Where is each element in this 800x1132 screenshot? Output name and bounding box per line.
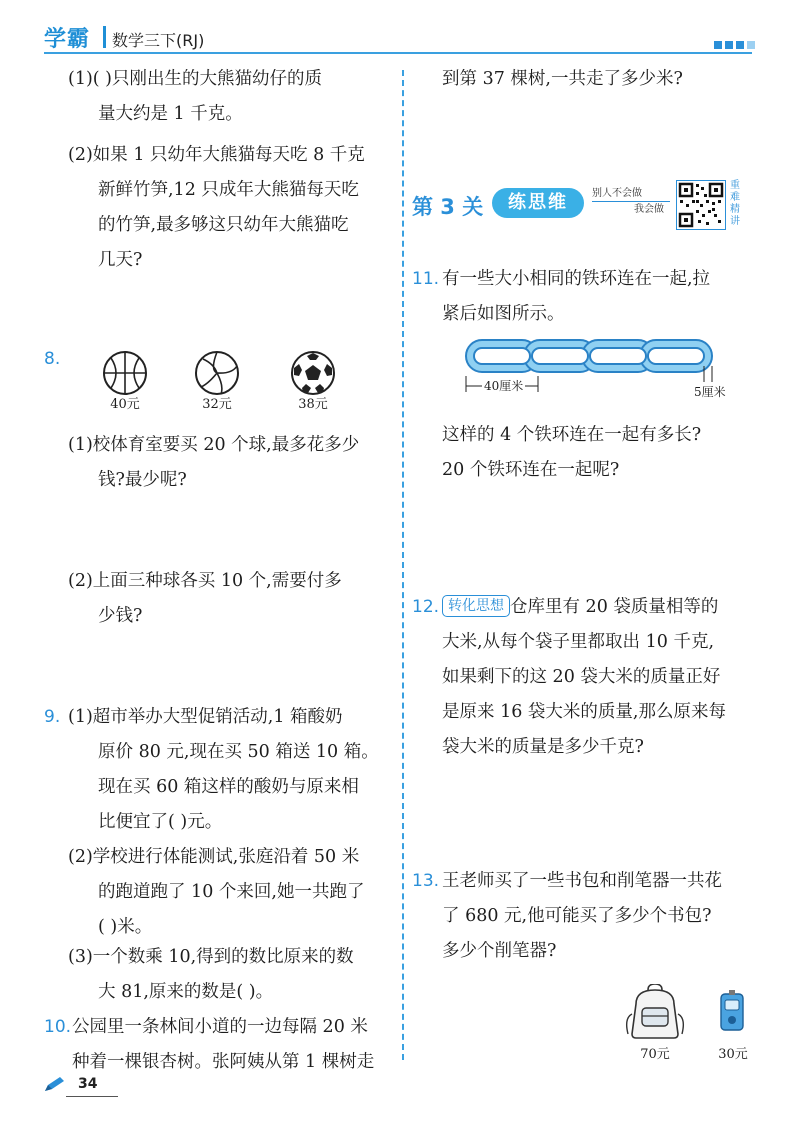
page-number: 34 (78, 1076, 98, 1092)
ball-prices (102, 350, 362, 414)
soccer-ball-price: 38元 (298, 397, 328, 412)
page-header (0, 0, 800, 60)
schoolbag-icon (622, 984, 688, 1040)
pencil-sharpener-icon (718, 990, 746, 1034)
volleyball-icon (194, 350, 240, 396)
question-11: 11. 有一些大小相同的铁环连在一起,拉 紧后如图所示。 (412, 262, 760, 332)
question-number: 9. (44, 707, 61, 727)
question-9: 9. (1)超市举办大型促销活动,1 箱酸奶 原价 80 元,现在买 50 箱送 10 箱。 现在买 60 箱这样的酸奶与原来相 比便宜了( )元。 (44, 700, 394, 840)
qr-label: 重难精讲 (730, 180, 740, 227)
logo-separator (103, 26, 106, 48)
q9-sub3: (3)一个数乘 10,得到的数比原来的数 大 81,原来的数是( )。 (68, 947, 354, 1002)
item-prices (612, 984, 762, 1064)
qr-code-icon[interactable] (676, 180, 726, 230)
level-note-rule (592, 201, 670, 202)
footer-rule (66, 1096, 118, 1097)
level-banner (412, 180, 760, 236)
question-12: 12. 转化思想 仓库里有 20 袋质量相等的 大米,从每个袋子里都取出 10 千克, 如果剩下的这 20 袋大米的质量正好 是原来 16 袋大米的质量,那么原来每 袋大米的质量是多少千克? (412, 590, 760, 765)
question-number: 12. (412, 597, 440, 617)
q9-sub2: (2)学校进行体能测试,张庭沿着 50 米 的跑道跑了 10 个来回,她一共跑了 ( )米。 (68, 847, 365, 937)
q7-sub2: (2)如果 1 只幼年大熊猫每天吃 8 千克 新鲜竹笋,12 只成年大熊猫每天吃 的竹笋,最多够这只幼年大熊猫吃 几天? (68, 145, 365, 270)
q8-sub1: (1)校体育室要买 20 个球,最多花多少 钱?最少呢? (68, 435, 360, 490)
level-pill: 练思维 (492, 188, 584, 218)
volleyball-price: 32元 (202, 397, 232, 412)
soccer-ball-icon (290, 350, 336, 396)
iron-ring-chain-figure (462, 336, 722, 408)
basketball-price: 40元 (110, 397, 140, 412)
level-note-me: 我会做 (634, 204, 664, 215)
method-tag: 转化思想 (442, 595, 510, 617)
q8-sub2: (2)上面三种球各买 10 个,需要付多 少钱? (68, 571, 342, 626)
q10-continued: 到第 37 棵树,一共走了多少米? (442, 69, 683, 89)
question-number: 8. (44, 349, 61, 369)
question-number: 13. (412, 871, 440, 891)
book-title: 数学三下(RJ) (112, 31, 205, 50)
schoolbag-price: 70元 (640, 1047, 670, 1062)
question-13: 13. 王老师买了一些书包和削笔器一共花 了 680 元,他可能买了多少个书包? 多少个削笔器? (412, 864, 760, 969)
header-rule (44, 52, 752, 54)
chain-label-5cm: 5厘米 (694, 385, 726, 399)
page-footer (44, 1072, 184, 1102)
level-title: 第 3 关 (412, 195, 484, 219)
chain-label-40cm: 40厘米 (484, 379, 524, 393)
brand-logo: 学霸 (44, 27, 91, 52)
column-divider (402, 70, 404, 1060)
question-10: 10. 公园里一条林间小道的一边每隔 20 米 种着一棵银杏树。张阿姨从第 1 棵树走 (44, 1010, 394, 1080)
basketball-icon (102, 350, 148, 396)
level-note-others: 别人不会做 (592, 188, 642, 199)
pencil-sharpener-price: 30元 (718, 1047, 748, 1062)
q11-questions: 这样的 4 个铁环连在一起有多长? 20 个铁环连在一起呢? (442, 425, 702, 480)
pencil-icon (44, 1076, 66, 1092)
q7-sub1: (1)( )只刚出生的大熊猫幼仔的质 量大约是 1 千克。 (68, 69, 323, 124)
header-decoration (714, 34, 758, 53)
question-number: 10. (44, 1017, 72, 1037)
question-number: 11. (412, 269, 440, 289)
